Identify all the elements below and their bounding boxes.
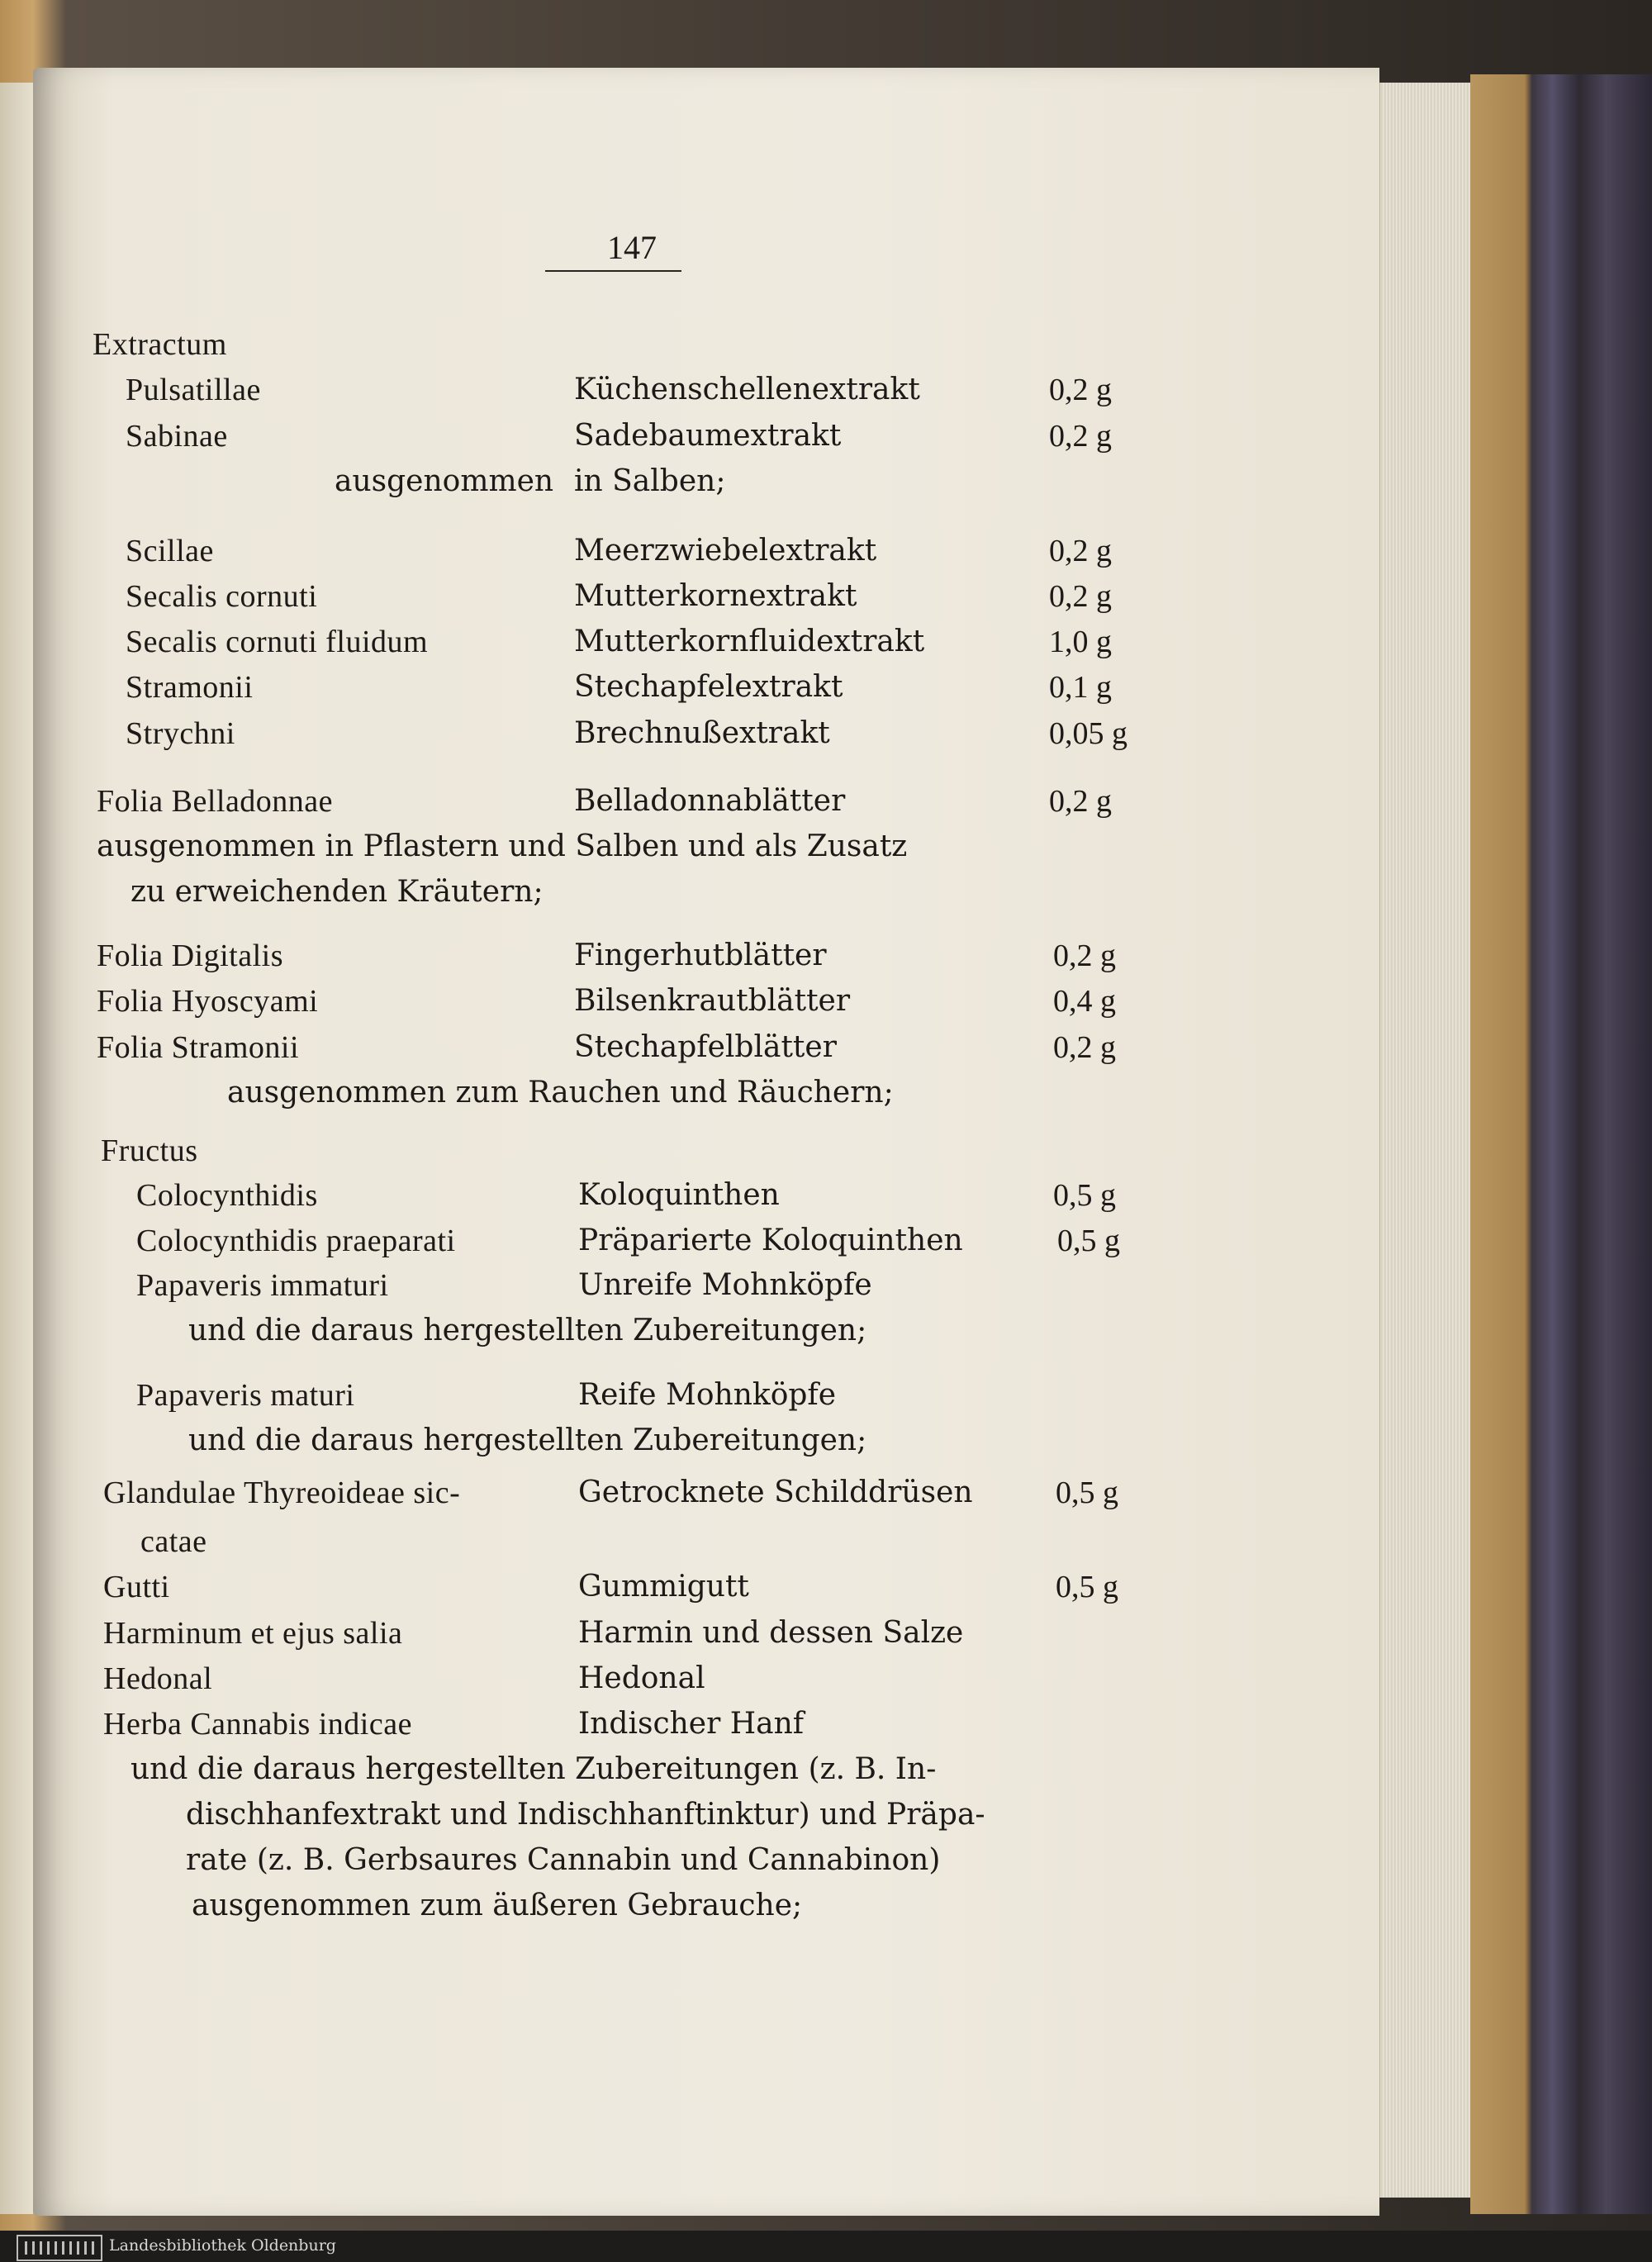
- exception-note: und die daraus hergestellten Zubereitungen;: [188, 1314, 867, 1347]
- exception-note: ausgenommen: [335, 464, 554, 498]
- german-name: Präparierte Koloquinthen: [578, 1224, 963, 1257]
- german-name: Stechapfelextrakt: [574, 670, 843, 704]
- latin-name: Folia Belladonnae: [97, 784, 334, 819]
- german-name: Fingerhutblätter: [574, 939, 827, 972]
- latin-name: Colocynthidis: [136, 1178, 318, 1213]
- latin-name: Papaveris immaturi: [136, 1268, 389, 1303]
- max-dose: 0,2 g: [1049, 373, 1112, 407]
- max-dose: 0,05 g: [1049, 716, 1127, 751]
- max-dose: 0,1 g: [1049, 670, 1112, 705]
- max-dose: 0,5 g: [1057, 1224, 1120, 1258]
- german-name: Indischer Hanf: [578, 1707, 805, 1741]
- library-logo-icon: [17, 2235, 102, 2261]
- exception-note: ausgenommen in Pflastern und Salben und als Zusatz: [97, 829, 908, 863]
- german-name: Reife Mohnköpfe: [578, 1378, 837, 1412]
- max-dose: 0,2 g: [1049, 419, 1112, 454]
- max-dose: 0,5 g: [1053, 1178, 1116, 1213]
- latin-name: Colocynthidis praeparati: [136, 1224, 456, 1258]
- latin-name-continued: catae: [140, 1524, 207, 1559]
- section-heading: Extractum: [93, 327, 227, 362]
- german-name: Küchenschellenextrakt: [574, 373, 920, 406]
- latin-name: Glandulae Thyreoideae sic-: [103, 1476, 461, 1510]
- latin-name: Sabinae: [126, 419, 228, 454]
- max-dose: 0,5 g: [1056, 1570, 1118, 1604]
- german-name: Bilsenkrautblätter: [574, 984, 851, 1018]
- german-name: Hedonal: [578, 1661, 705, 1695]
- german-name: Meerzwiebelextrakt: [574, 534, 877, 568]
- max-dose: 0,4 g: [1053, 984, 1116, 1019]
- section-heading: Fructus: [101, 1133, 198, 1168]
- max-dose: 0,2 g: [1049, 784, 1112, 819]
- latin-name: Secalis cornuti: [126, 579, 318, 614]
- german-name: Mutterkornextrakt: [574, 579, 857, 613]
- max-dose: 0,2 g: [1053, 1030, 1116, 1065]
- german-name: Harmin und dessen Salze: [578, 1616, 964, 1650]
- latin-name: Herba Cannabis indicae: [103, 1707, 412, 1742]
- max-dose: 0,2 g: [1049, 534, 1112, 568]
- latin-name: Pulsatillae: [126, 373, 261, 407]
- latin-name: Harminum et ejus salia: [103, 1616, 403, 1651]
- exception-note: und die daraus hergestellten Zubereitungen (z. B. In-: [131, 1752, 937, 1786]
- german-name: Koloquinthen: [578, 1178, 780, 1212]
- german-name: Belladonnablätter: [574, 784, 846, 818]
- max-dose: 1,0 g: [1049, 625, 1112, 659]
- max-dose: 0,5 g: [1056, 1476, 1118, 1510]
- exception-note: zu erweichenden Kräutern;: [131, 875, 544, 909]
- latin-name: Folia Digitalis: [97, 939, 283, 973]
- latin-name: Hedonal: [103, 1661, 213, 1696]
- german-name: Getrocknete Schilddrüsen: [578, 1476, 973, 1509]
- latin-name: Scillae: [126, 534, 214, 568]
- german-name: Brechnußextrakt: [574, 716, 830, 750]
- latin-name: Stramonii: [126, 670, 254, 705]
- german-name: Stechapfelblätter: [574, 1030, 837, 1064]
- german-name: Unreife Mohnköpfe: [578, 1268, 872, 1302]
- max-dose: 0,2 g: [1049, 579, 1112, 614]
- latin-name: Folia Hyoscyami: [97, 984, 319, 1019]
- exception-note: ausgenommen zum Rauchen und Räuchern;: [227, 1076, 894, 1110]
- german-name: Gummigutt: [578, 1570, 749, 1604]
- exception-note: rate (z. B. Gerbsaures Cannabin und Cannabinon): [186, 1843, 941, 1877]
- latin-name: Folia Stramonii: [97, 1030, 299, 1065]
- exception-note: und die daraus hergestellten Zubereitungen;: [188, 1423, 867, 1457]
- exception-note: dischhanfextrakt und Indischhanftinktur) und Präpa-: [186, 1798, 985, 1832]
- latin-name: Gutti: [103, 1570, 170, 1604]
- latin-name: Strychni: [126, 716, 235, 751]
- library-name: Landesbibliothek Oldenburg: [109, 2236, 336, 2255]
- page-number: 147: [607, 229, 657, 266]
- exception-note: ausgenommen zum äußeren Gebrauche;: [192, 1889, 803, 1922]
- german-name: Mutterkornfluidextrakt: [574, 625, 925, 658]
- exception-note: in Salben;: [574, 464, 726, 498]
- latin-name: Secalis cornuti fluidum: [126, 625, 429, 659]
- latin-name: Papaveris maturi: [136, 1378, 355, 1413]
- max-dose: 0,2 g: [1053, 939, 1116, 973]
- header-rule: [545, 270, 681, 272]
- german-name: Sadebaumextrakt: [574, 419, 842, 453]
